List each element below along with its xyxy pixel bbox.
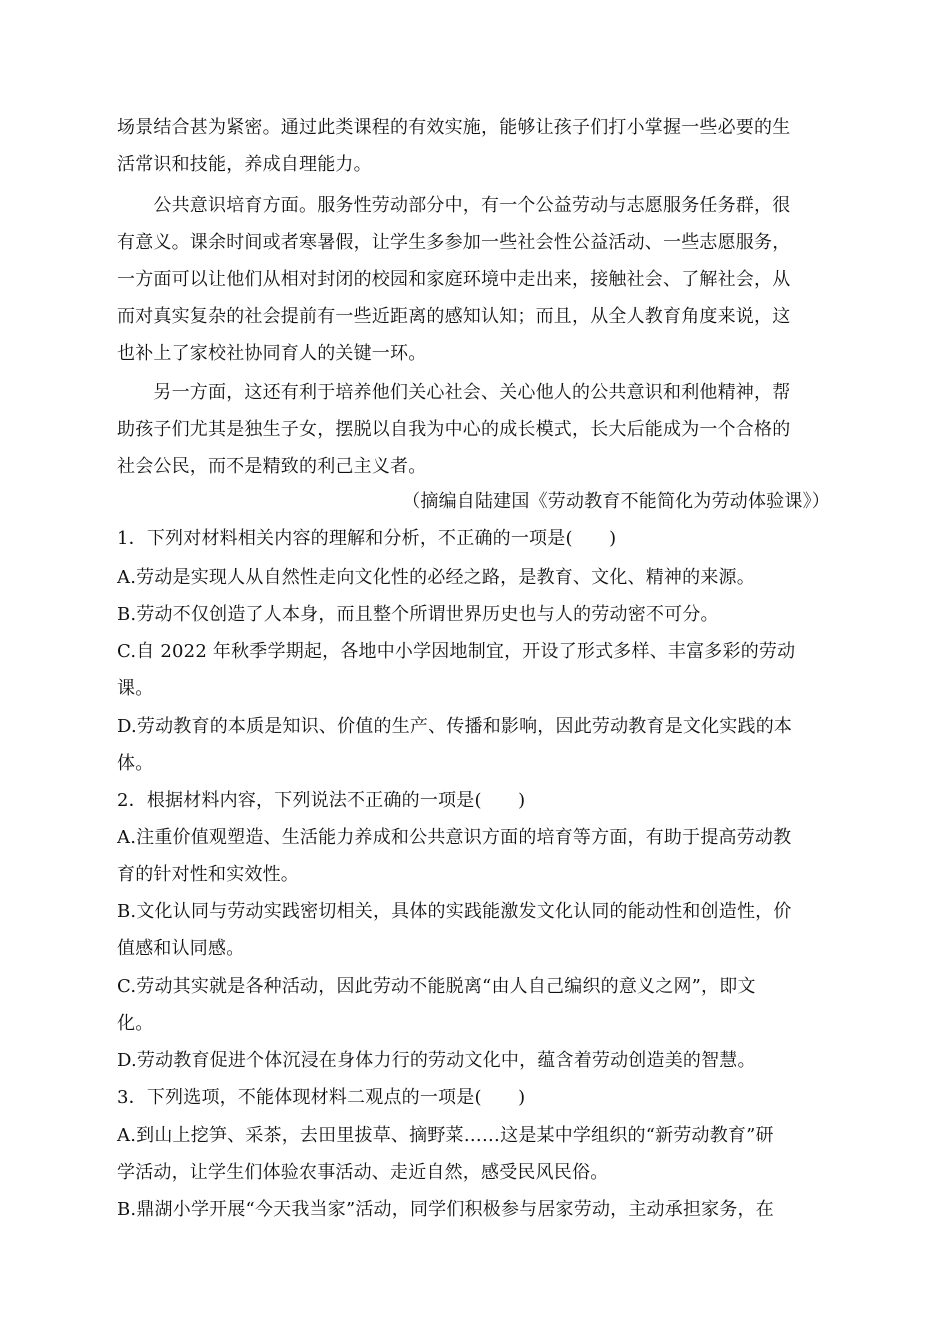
paragraph-line: 另一方面，这还有利于培养他们关心社会、关心他人的公共意识和利他精神，帮 (117, 382, 791, 403)
option-line: A.劳动是实现人从自然性走向文化性的必经之路，是教育、文化、精神的来源。 (117, 567, 755, 588)
paragraph-line: 公共意识培育方面。服务性劳动部分中，有一个公益劳动与志愿服务任务群，很 (117, 195, 791, 216)
option-line: 育的针对性和实效性。 (117, 864, 299, 885)
paragraph-line: 场景结合甚为紧密。通过此类课程的有效实施，能够让孩子们打小掌握一些必要的生 (117, 117, 791, 138)
option-line: 体。 (117, 753, 154, 774)
paragraph-line: 有意义。课余时间或者寒暑假，让学生多参加一些社会性公益活动、一些志愿服务， (117, 232, 791, 253)
source-citation: （摘编自陆建国《劳动教育不能简化为劳动体验课》） (402, 491, 830, 512)
option-line: D.劳动教育的本质是知识、价值的生产、传播和影响，因此劳动教育是文化实践的本 (117, 716, 793, 737)
question-2: 2．根据材料内容，下列说法不正确的一项是( ) (117, 790, 526, 811)
option-line: 值感和认同感。 (117, 938, 245, 959)
option-line: A.注重价值观塑造、生活能力养成和公共意识方面的培育等方面，有助于提高劳动教 (117, 827, 792, 848)
option-line: C.劳动其实就是各种活动，因此劳动不能脱离“由人自己编织的意义之网”，即文 (117, 976, 756, 997)
question-1: 1．下列对材料相关内容的理解和分析，不正确的一项是( ) (117, 528, 617, 549)
paragraph-line: 也补上了家校社协同育人的关键一环。 (117, 343, 427, 364)
paragraph-line: 社会公民，而不是精致的利己主义者。 (117, 456, 427, 477)
paragraph-line: 助孩子们尤其是独生子女，摆脱以自我为中心的成长模式，长大后能成为一个合格的 (117, 419, 791, 440)
paragraph-line: 而对真实复杂的社会提前有一些近距离的感知认知；而且，从全人教育角度来说，这 (117, 306, 791, 327)
option-line: 课。 (117, 678, 154, 699)
option-line: B.鼎湖小学开展“今天我当家”活动，同学们积极参与居家劳动，主动承担家务，在 (117, 1199, 774, 1220)
option-line: D.劳动教育促进个体沉浸在身体力行的劳动文化中，蕴含着劳动创造美的智慧。 (117, 1050, 756, 1071)
option-line: B.文化认同与劳动实践密切相关，具体的实践能激发文化认同的能动性和创造性，价 (117, 901, 792, 922)
question-3: 3．下列选项，不能体现材料二观点的一项是( ) (117, 1087, 526, 1108)
option-line: B.劳动不仅创造了人本身，而且整个所谓世界历史也与人的劳动密不可分。 (117, 604, 719, 625)
option-line: 学活动，让学生们体验农事活动、走近自然，感受民风民俗。 (117, 1162, 609, 1183)
option-line: C.自 2022 年秋季学期起，各地中小学因地制宜，开设了形式多样、丰富多彩的劳动 (117, 641, 796, 662)
option-line: A.到山上挖笋、采茶，去田里拔草、摘野菜……这是某中学组织的“新劳动教育”研 (117, 1125, 774, 1146)
paragraph-line: 一方面可以让他们从相对封闭的校园和家庭环境中走出来，接触社会、了解社会，从 (117, 269, 791, 290)
option-line: 化。 (117, 1013, 154, 1034)
paragraph-line: 活常识和技能，养成自理能力。 (117, 154, 372, 175)
